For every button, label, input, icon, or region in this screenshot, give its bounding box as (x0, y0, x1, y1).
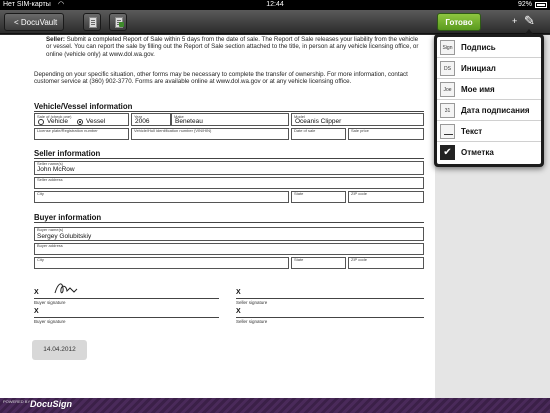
status-bar (0, 0, 550, 10)
buyer-name-label: Buyer name(s) (37, 227, 64, 232)
vessel-radio[interactable] (77, 119, 83, 125)
model-field[interactable] (291, 113, 424, 126)
seller-city-field[interactable] (34, 191, 289, 203)
seller-state-label: State (294, 191, 304, 196)
ownership-info: Depending on your specific situation, other forms may be necessary to complete the transfer of ownership. For more information, contact customer service at (360) 902-3770. Forms are available online at www.dol.wa.gov or at any vehicle licensing office. (34, 71, 408, 86)
edit-mark-icon (119, 22, 124, 27)
seller-address-label: Seller address (37, 177, 63, 182)
plus-icon: + (512, 16, 518, 26)
menu-item-signature[interactable] (437, 37, 541, 58)
seller-city-label: City (37, 191, 44, 196)
buyer-section-title: Buyer information (34, 213, 102, 222)
vin-field[interactable] (131, 128, 289, 140)
buyer-sig-x: X (34, 289, 39, 296)
seller-intro-text: Submit a completed Report of Sale within 5 days from the date of sale. The Report of Sale releases your liability from the vehicle or vessel. You can report the sale by filling out the Report of Sale section attached to the title, in person at any vehicle licensing office, or online (vehicle only) at www.dol.wa.gov. (46, 36, 419, 58)
buyer-name-value: Sergey Golubitskiy (37, 233, 92, 240)
buyer-address-field[interactable] (34, 243, 424, 255)
buyer-city-label: City (37, 257, 44, 262)
buyer-state-field[interactable] (291, 257, 346, 269)
pen-icon: ✎ (524, 13, 535, 28)
buyer-sig-label-2: Buyer signature (34, 319, 66, 324)
seller-name-value: John McRow (37, 166, 75, 173)
date-of-sale-label: Date of sale (294, 128, 316, 133)
vehicle-radio-label: Vehicle (47, 118, 68, 125)
divider (34, 222, 424, 223)
model-label: Model (294, 114, 305, 119)
seller-sig-line-2[interactable] (236, 317, 424, 318)
menu-item-label: Отметка (461, 148, 494, 157)
buyer-sig-line (34, 298, 219, 299)
menu-item-label: Инициал (461, 64, 496, 73)
menu-item-date-signed[interactable] (437, 100, 541, 121)
seller-zip-label: ZIP code (351, 191, 367, 196)
make-value: Beneteau (175, 118, 203, 125)
seller-sig-x-2: X (236, 308, 241, 315)
menu-item-label: Подпись (461, 43, 496, 52)
menu-item-label: Текст (461, 127, 483, 136)
sale-of-label: Sale of (check one) (37, 114, 72, 119)
model-value: Oceanis Clipper (295, 118, 342, 125)
plate-label: License plate/Registration number (37, 128, 98, 133)
vin-label: Vehicle/Hull identification number (VIN/HIN) (134, 128, 212, 133)
vehicle-section-title: Vehicle/Vessel information (34, 102, 133, 111)
seller-sig-label: Seller signature (236, 300, 268, 305)
menu-item-label: Мое имя (461, 85, 495, 94)
buyer-signature-drawing[interactable] (52, 279, 82, 297)
seller-section-title: Seller information (34, 149, 101, 158)
calendar-icon: 31 (440, 103, 455, 118)
buyer-zip-label: ZIP code (351, 257, 367, 262)
seller-address-field[interactable] (34, 177, 424, 189)
wifi-icon: ◠ (58, 1, 65, 8)
text-icon (440, 124, 455, 139)
sale-of-field[interactable] (34, 113, 129, 126)
docusign-logo: DocuSign (30, 399, 72, 409)
toolbar (0, 10, 550, 34)
buyer-city-field[interactable] (34, 257, 289, 269)
add-field-popover (434, 34, 544, 167)
clock: 12:44 (266, 1, 284, 8)
menu-item-initials[interactable] (437, 58, 541, 79)
seller-name-field[interactable] (34, 161, 424, 175)
buyer-name-field[interactable] (34, 227, 424, 241)
seller-sig-label-2: Seller signature (236, 319, 268, 324)
menu-item-my-name[interactable] (437, 79, 541, 100)
battery-percent: 92% (517, 1, 532, 8)
done-button[interactable]: Готово (437, 13, 481, 31)
sale-price-field[interactable] (348, 128, 424, 140)
field-type-list (437, 37, 541, 164)
name-icon: Joe (440, 82, 455, 97)
document-edit-button[interactable] (109, 13, 127, 31)
checkmark-icon: ✔ (440, 145, 455, 160)
vehicle-radio[interactable] (38, 119, 44, 125)
back-button[interactable]: < DocuVault (4, 13, 64, 31)
seller-instructions (46, 36, 421, 58)
buyer-sig-label: Buyer signature (34, 300, 66, 305)
divider (34, 158, 424, 159)
menu-item-checkmark[interactable] (437, 142, 541, 163)
battery-icon (535, 2, 547, 8)
initials-icon: DS (440, 61, 455, 76)
document-icon (89, 17, 97, 28)
date-signed-stamp[interactable]: 14.04.2012 (32, 340, 87, 360)
buyer-state-label: State (294, 257, 304, 262)
year-field[interactable] (131, 113, 171, 126)
seller-sig-x: X (236, 289, 241, 296)
buyer-zip-field[interactable] (348, 257, 424, 269)
make-label: Make (174, 114, 184, 119)
seller-intro-label: Seller: (46, 36, 65, 43)
sale-price-label: Sale price (351, 128, 369, 133)
footer (0, 398, 550, 413)
carrier-label: Нет SIM-карты (3, 1, 51, 8)
make-field[interactable] (171, 113, 289, 126)
buyer-address-label: Buyer address (37, 243, 63, 248)
menu-item-label: Дата подписания (461, 106, 530, 115)
year-value: 2006 (135, 118, 150, 125)
seller-sig-line[interactable] (236, 298, 424, 299)
signature-icon: Sign (440, 40, 455, 55)
powered-by-label: POWERED BY (3, 399, 31, 404)
date-of-sale-field[interactable] (291, 128, 346, 140)
year-label: Year (134, 114, 143, 119)
divider (34, 111, 424, 112)
seller-zip-field[interactable] (348, 191, 424, 203)
seller-name-label: Seller name(s) (37, 161, 64, 166)
vessel-radio-label: Vessel (86, 118, 106, 125)
plate-field[interactable] (34, 128, 129, 140)
seller-state-field[interactable] (291, 191, 346, 203)
buyer-sig-line-2[interactable] (34, 317, 219, 318)
menu-item-text[interactable] (437, 121, 541, 142)
buyer-sig-x-2: X (34, 308, 39, 315)
document-icon-button[interactable] (83, 13, 101, 31)
